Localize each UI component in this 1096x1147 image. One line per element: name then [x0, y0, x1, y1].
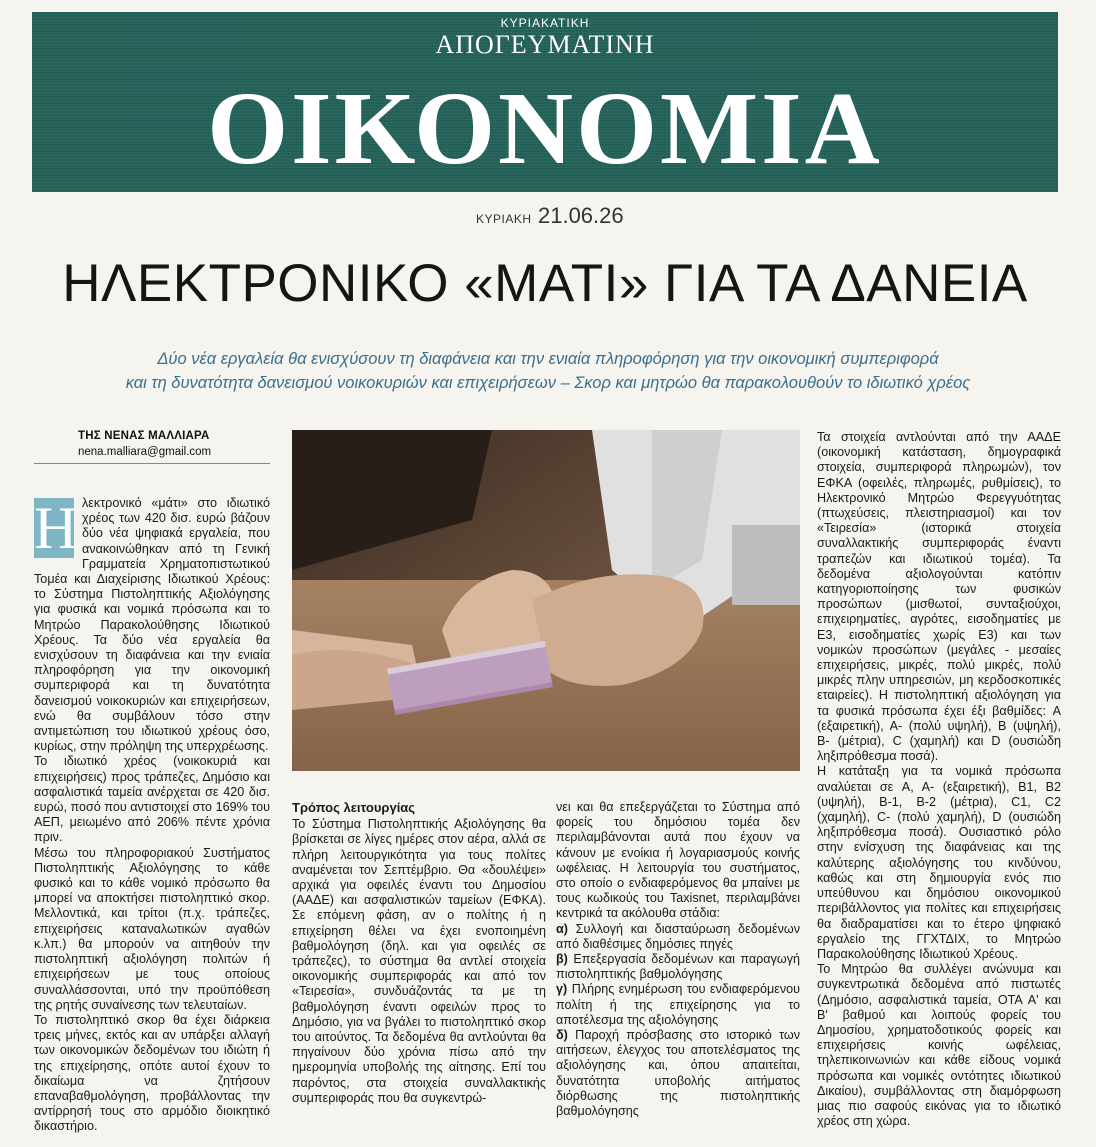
paragraph: Το Σύστημα Πιστοληπτικής Αξιολόγησης θα βρίσκεται σε λίγες ημέρες στον αέρα, αλλά σε πλήρη λειτουργικότητα για τους πολίτες αναμένεται τον Σεπτέμβριο. Θα «δουλέψει» αρχικά για οφειλές έναντι του Δημοσίου (ΑΑΔΕ) και ασφαλιστικών ταμείων (ΕΦΚΑ). Σε επόμενη φάση, αν ο πολίτης ή η επιχείρηση θέλει να έχει ενοποιημένη βαθμολόγηση (δηλ. και για οφειλές σε τράπεζες), το σύστημα θα αντλεί στοιχεία οικονομικής συμπεριφοράς και από τον «Τειρεσία», συνδυάζοντάς τα με τη βαθμολόγηση έναντι οφειλών προς το Δημόσιο, για να βγάλει το πιστοληπτικό σκορ του αιτούντος. Τα δεδομένα θα αντλούνται θα πηγαίνουν δύο χρόνια πίσω από την ημερομηνία υποβολής της αίτησης. Επί του παρόντος, στα στοιχεία συναλλακτικής συμπεριφοράς που θα συγκεντρώ-	[292, 817, 546, 1105]
byline-email: nena.malliara@gmail.com	[78, 446, 212, 458]
stage-item	[556, 952, 800, 982]
dateline-date: 21.06.26	[537, 203, 624, 228]
stage-letter: β)	[556, 952, 568, 967]
column-4	[817, 430, 1061, 1129]
section-heading: Τρόπος λειτουργίας	[292, 800, 416, 815]
subhead-line-1: Δύο νέα εργαλεία θα ενισχύσουν τη διαφάνεια και την ενιαία πληροφόρηση για την οικονομική συμπεριφορά	[157, 350, 939, 368]
paragraph: Τα στοιχεία αντλούνται από την ΑΑΔΕ (οικονομική κατάσταση, δημογραφικά στοιχεία, συμπεριφορά πληρωμών), τον ΕΦΚΑ (οφειλές, πληρωμές, ρυθμίσεις), το Ηλεκτρονικό Μητρώο Φερεγγυότητας (πτωχεύσεις, πλειστηριασμοί) και τον «Τειρεσία» (ιστορικά στοιχεία συναλλακτικής συμπεριφοράς έναντι τραπεζών και ιδιωτικού τομέα). Τα δεδομένα αξιολογούνται κατόπιν κατηγοριοποίησης των φυσικών προσώπων (μισθωτοί, συνταξιούχοι, επιχειρηματίες, αγρότες, εισοδηματίες με Ε3, εισοδηματίες χωρίς Ε3) και των νομικών προσώπων (μεγάλες - μεσαίες επιχειρήσεις, μικρές, πολύ μικρές, πολύ μικρές πλην υπηρεσιών, μη κερδοσκοπικές εταιρείες). Η πιστοληπτική αξιολόγηση για τα φυσικά πρόσωπα έχει έξι βαθμίδες: A (εξαιρετική), A- (πολύ υψηλή), B (υψηλή), B- (μέτρια), C (χαμηλή) και D (ουσιώδη ληξιπρόθεσμα ποσά).	[817, 430, 1061, 764]
hands-money-photo-image	[292, 430, 800, 771]
stage-letter: δ)	[556, 1028, 568, 1043]
column-1	[34, 495, 270, 1134]
column-3	[556, 800, 800, 1120]
article-subhead	[40, 347, 1056, 395]
article-photo	[292, 430, 800, 771]
paragraph: νει και θα επεξεργάζεται το Σύστημα από φορείς του δημόσιου τομέα δεν περιλαμβάνονται αυτά που έχουν να κάνουν με ενοίκια ή λογαριασμούς κοινής ωφέλειας. Η λειτουργία του συστήματος, στο οποίο ο ενδιαφερόμενος θα μπαίνει με τους κωδικούς του Taxisnet, περιλαμβάνει κεντρικά τα ακόλουθα στάδια:	[556, 800, 800, 921]
dateline	[476, 203, 624, 229]
paragraph: Το Μητρώο θα συλλέγει ανώνυμα και συγκεντρωτικά δεδομένα από πιστωτές (Δημόσιο, ασφαλιστικά ταμεία, ΟΤΑ Α' και Β' βαθμού και λοιπούς φορείς του Δημοσίου, χρηματοδοτικούς φορείς και επιχειρήσεις κοινής ωφέλειας, τηλεπικοινωνιών και κάθε είδους νομικά πρόσωπα και νομικές οντότητες ιδιωτικού Δικαίου), συμβάλλοντας στη διαμόρφωση μιας πιο σαφούς εικόνας για το ιδιωτικό χρέος στη χώρα.	[817, 962, 1061, 1129]
paragraph-text: λεκτρονικό «μάτι» στο ιδιωτικό χρέος των 420 δισ. ευρώ βάζουν δύο νέα ψηφιακά εργαλεία, που ανακοινώθηκαν από τη Γενική Γραμματεία Χρηματοπιστωτικού Τομέα και Διαχείρισης Ιδιωτικού Χρέους: το Σύστημα Πιστοληπτικής Αξιολόγησης για φυσικά και νομικά πρόσωπα και το Μητρώο Παρακολούθησης Ιδιωτικού Χρέους. Τα δύο νέα εργαλεία θα ενισχύσουν τη διαφάνεια και την ενιαία πληροφόρηση για την οικονομική συμπεριφορά και τη δυνατότητα δανεισμού νοικοκυριών και επιχειρήσεων, ενώ θα συμβάλουν τόσο στην αντιμετώπιση του ιδιωτικού χρέους όσο, κυρίως, στην πρόληψη της υπερχρέωσης.	[34, 496, 270, 754]
stage-item	[556, 922, 800, 952]
stage-text: Πλήρης ενημέρωση του ενδιαφερόμενου πολίτη ή της επιχείρησης για το αποτέλεσμα της αξιολόγησης	[556, 982, 801, 1027]
stage-item	[556, 982, 800, 1028]
stage-letter: α)	[556, 921, 568, 936]
stage-text: Συλλογή και διασταύρωση δεδομένων από διαθέσιμες δημόσιες πηγές	[556, 921, 800, 951]
column-2	[292, 800, 546, 1120]
stage-text: Παροχή πρόσβασης στο ιστορικό των αιτήσεων, έλεγχος του αποτελέσματος της αξιολόγησης και, όπου απαιτείται, δυνατότητα υποβολής αιτήματος διόρθωσης της πιστοληπτικής βαθμολόγησης	[556, 1028, 801, 1119]
paragraph: Μέσω του πληροφοριακού Συστήματος Πιστοληπτικής Αξιολόγησης το κάθε φυσικό και το κάθε νομικό πρόσωπο θα μπορεί να αποκτήσει πιστοληπτικό σκορ. Μελλοντικά, και τρίτοι (π.χ. τράπεζες, επιχειρήσεις καταναλωτικών αγαθών κ.λπ.) θα μπορούν να αιτηθούν την πιστοληπτική αξιολόγηση πολιτών ή επιχειρήσεων με τους οποίους συναλλάσσονται, υπό την προϋπόθεση της ρητής συναίνεσης των τελευταίων.	[34, 845, 270, 1012]
paper-name-line2: ΑΠΟΓΕΥΜΑΤΙΝΗ	[435, 30, 655, 59]
article-headline: ΗΛΕΚΤΡΟΝΙΚΟ «ΜΑΤΙ» ΓΙΑ ΤΑ ΔΑΝΕΙΑ	[62, 254, 1028, 313]
paper-name-line1: ΚΥΡΙΑΚΑΤΙΚΗ	[500, 16, 590, 30]
paragraph: Το ιδιωτικό χρέος (νοικοκυριά και επιχειρήσεις) προς τράπεζες, Δημόσιο και ασφαλιστικά ταμεία ανέρχεται σε 420 δισ. ευρώ, ποσό που αντιστοιχεί στο 169% του ΑΕΠ, μειωμένο από 206% πέντε χρόνια πριν.	[34, 754, 270, 845]
masthead	[32, 12, 1058, 192]
stage-text: Επεξεργασία δεδομένων και παραγωγή πιστοληπτικής βαθμολόγησης	[556, 952, 800, 982]
byline: ΤΗΣ ΝΕΝΑΣ ΜΑΛΛΙΑΡΑ	[78, 430, 210, 442]
dateline-day: ΚΥΡΙΑΚΗ	[476, 212, 532, 226]
paragraph	[34, 496, 270, 754]
subhead-line-2: και τη δυνατότητα δανεισμού νοικοκυριών και επιχειρήσεων – Σκορ και μητρώο θα παρακολουθούν το ιδιωτικό χρέος	[125, 374, 971, 392]
drop-cap: Η	[34, 495, 78, 561]
stage-letter: γ)	[556, 982, 568, 997]
byline-divider	[34, 463, 270, 464]
paragraph: Το πιστοληπτικό σκορ θα έχει διάρκεια τρεις μήνες, εκτός και αν υπάρξει αλλαγή των οικονομικών δεδομένων του ιδιώτη ή της επιχείρησης, οπότε αυτοί έχουν το δικαίωμα να ζητήσουν επαναβαθμολόγηση, προβάλλοντας την αντίρρησή τους στο αρμόδιο διοικητικό δικαστήριο.	[34, 1012, 270, 1134]
section-title: ΟΙΚΟΝΟΜΙΑ	[207, 71, 883, 186]
stage-item	[556, 1028, 800, 1119]
paragraph: Η κατάταξη για τα νομικά πρόσωπα αναλύεται σε A, A- (εξαιρετική), B1, B2 (υψηλή), B-1, B-2 (μέτρια), C1, C2 (χαμηλή), C- (πολύ χαμηλή), D (ουσιώδη ληξιπρόθεσμα ποσά). Ουσιαστικό ρόλο στην ενίσχυση της διαφάνειας και της καλύτερης αξιολόγησης του κινδύνου, καθώς και στη δημιουργία ενός πιο υπεύθυνου και δημόσιου οικονομικού περιβάλλοντος για πολίτες και επιχειρήσεις θα διαδραματίσει και το έτερο ψηφιακό εργαλείο της ΓΓΧΤΔΙΧ, το Μητρώο Παρακολούθησης Ιδιωτικού Χρέους.	[817, 764, 1061, 961]
